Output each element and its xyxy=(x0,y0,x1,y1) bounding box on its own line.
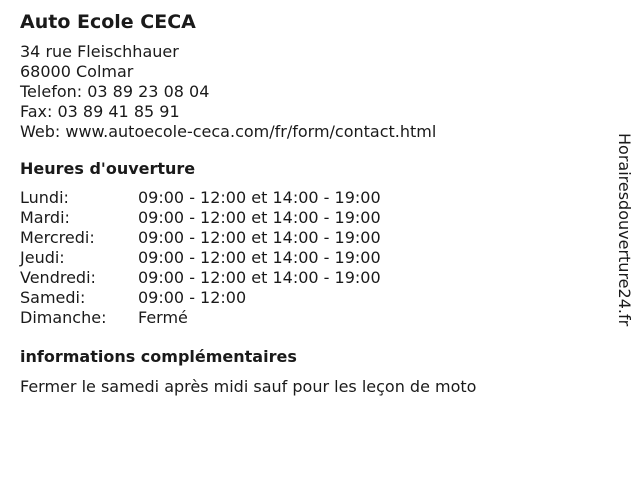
hours-row-lundi xyxy=(20,188,600,208)
time-value: 09:00 - 12:00 et 14:00 - 19:00 xyxy=(138,228,381,247)
hours-row-jeudi xyxy=(20,248,600,268)
hours-row-samedi xyxy=(20,288,600,308)
info-text: Fermer le samedi après midi sauf pour les leçon de moto xyxy=(20,377,477,396)
business-card xyxy=(20,10,600,397)
hours-title: Heures d'ouverture xyxy=(20,159,196,178)
time-value: 09:00 - 12:00 et 14:00 - 19:00 xyxy=(138,188,381,207)
day-label: Lundi: xyxy=(20,188,69,207)
time-value: 09:00 - 12:00 et 14:00 - 19:00 xyxy=(138,268,381,287)
hours-row-vendredi xyxy=(20,268,600,288)
day-label: Samedi: xyxy=(20,288,86,307)
watermark-text: Horairesdouverture24.fr xyxy=(615,133,634,327)
address-street: 34 rue Fleischhauer xyxy=(20,42,179,61)
phone-line: Telefon: 03 89 23 08 04 xyxy=(20,82,210,101)
day-label: Mercredi: xyxy=(20,228,95,247)
day-label: Dimanche: xyxy=(20,308,107,327)
hours-row-mercredi xyxy=(20,228,600,248)
business-name: Auto Ecole CECA xyxy=(20,11,196,33)
day-label: Jeudi: xyxy=(20,248,65,267)
hours-row-dimanche xyxy=(20,308,600,328)
site-watermark xyxy=(612,133,636,373)
time-value: 09:00 - 12:00 xyxy=(138,288,247,307)
day-label: Vendredi: xyxy=(20,268,96,287)
time-value: 09:00 - 12:00 et 14:00 - 19:00 xyxy=(138,208,381,227)
time-value: 09:00 - 12:00 et 14:00 - 19:00 xyxy=(138,248,381,267)
day-label: Mardi: xyxy=(20,208,70,227)
address-city: 68000 Colmar xyxy=(20,62,134,81)
info-title: informations complémentaires xyxy=(20,347,297,366)
fax-line: Fax: 03 89 41 85 91 xyxy=(20,102,180,121)
web-line: Web: www.autoecole-ceca.com/fr/form/contact.html xyxy=(20,122,437,141)
hours-table xyxy=(20,188,600,328)
time-value: Fermé xyxy=(138,308,188,327)
hours-row-mardi xyxy=(20,208,600,228)
